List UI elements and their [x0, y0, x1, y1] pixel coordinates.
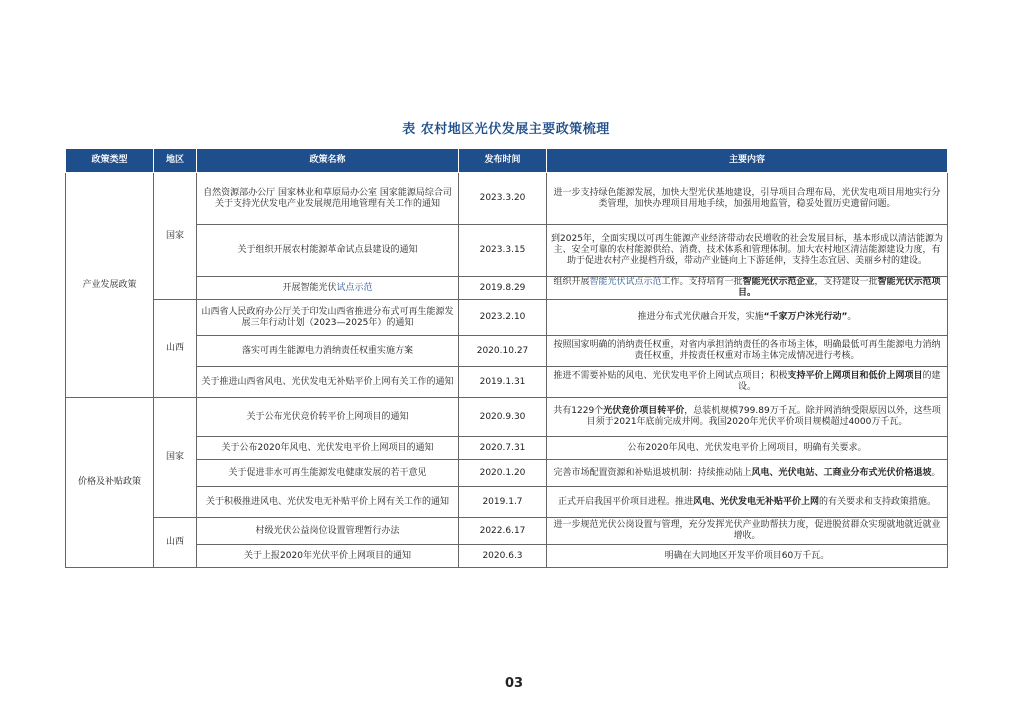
policy-type-cell: 产业发展政策: [66, 173, 154, 398]
publish-date-cell: 2019.1.31: [459, 367, 547, 398]
table-row: [66, 518, 948, 545]
main-content-cell: 明确在大同地区开发平价项目60万千瓦。: [547, 545, 948, 568]
header-main-content: 主要内容: [547, 149, 948, 173]
publish-date-cell: 2023.2.10: [459, 300, 547, 336]
policy-name-cell: 关于上报2020年光伏平价上网项目的通知: [197, 545, 459, 568]
main-content-cell: 推进不需要补贴的风电、光伏发电平价上网试点项目；积极支持平价上网项目和低价上网项目的建设。: [547, 367, 948, 398]
header-policy-name: 政策名称: [197, 149, 459, 173]
main-content-cell: 按照国家明确的消纳责任权重，对省内承担消纳责任的各市场主体，明确最低可再生能源电力消纳责任权重，并按责任权重对市场主体完成情况进行考核。: [547, 336, 948, 367]
region-cell: 山西: [154, 300, 197, 398]
publish-date-cell: 2023.3.15: [459, 225, 547, 277]
main-content-cell: 推进分布式光伏融合开发，实施“千家万户沐光行动”。: [547, 300, 948, 336]
policy-name-cell: 开展智能光伏试点示范: [197, 277, 459, 300]
highlight-text: 智能光伏试点示范: [589, 277, 662, 287]
region-cell: 国家: [154, 173, 197, 300]
policy-name-cell: 关于公布光伏竞价转平价上网项目的通知: [197, 398, 459, 437]
main-content-cell: 到2025年，全面实现以可再生能源产业经济带动农民增收的社会发展目标，基本形成以清洁能源为主、安全可靠的农村能源供给、消费、技术体系和管理体制。加大农村地区清洁能源建设力度，有助于促进农村产业提档升级，带动产业链向上下游延伸，支持生态宜居、美丽乡村的建设。: [547, 225, 948, 277]
bold-text: 支持平价上网项目和低价上网项目: [787, 371, 923, 381]
table-row: [66, 277, 948, 300]
table-row: [66, 398, 948, 437]
publish-date-cell: 2020.10.27: [459, 336, 547, 367]
table-title: 表 农村地区光伏发展主要政策梳理: [402, 122, 610, 137]
main-content-cell: 正式开启我国平价项目进程。推进风电、光伏发电无补贴平价上网的有关要求和支持政策措施。: [547, 487, 948, 518]
region-cell: 国家: [154, 398, 197, 518]
bold-text: 智能光伏示范项目。: [737, 277, 941, 298]
publish-date-cell: 2023.3.20: [459, 173, 547, 225]
main-content-cell: 公布2020年风电、光伏发电平价上网项目，明确有关要求。: [547, 437, 948, 460]
table-row: [66, 487, 948, 518]
policy-name-cell: 关于组织开展农村能源革命试点县建设的通知: [197, 225, 459, 277]
publish-date-cell: 2020.9.30: [459, 398, 547, 437]
bold-text: “千家万户沐光行动”: [763, 312, 848, 322]
publish-date-cell: 2020.6.3: [459, 545, 547, 568]
table-row: [66, 225, 948, 277]
publish-date-cell: 2022.6.17: [459, 518, 547, 545]
table-row: [66, 173, 948, 225]
policy-table: [65, 148, 948, 568]
main-content-cell: 进一步规范光伏公岗设置与管理，充分发挥光伏产业助帮扶力度，促进脱贫群众实现就地就近就业增收。: [547, 518, 948, 545]
bold-text: 智能光伏示范企业: [742, 277, 815, 287]
bold-text: 风电、光伏电站、工商业分布式光伏价格退坡: [751, 467, 932, 478]
publish-date-cell: 2020.7.31: [459, 437, 547, 460]
main-content-cell: 进一步支持绿色能源发展，加快大型光伏基地建设，引导项目合理布局，光伏发电项目用地实行分类管理，加快办理项目用地手续，加强用地监管，稳妥处置历史遗留问题。: [547, 173, 948, 225]
table-row: [66, 367, 948, 398]
table-row: [66, 545, 948, 568]
policy-name-cell: 山西省人民政府办公厅关于印发山西省推进分布式可再生能源发展三年行动计划（2023—2025年）的通知: [197, 300, 459, 336]
header-policy-type: 政策类型: [66, 149, 154, 173]
highlight-text: 试点示范: [336, 282, 373, 293]
table-row: [66, 437, 948, 460]
main-content-cell: 共有1229个光伏竞价项目转平价，总装机规模799.89万千瓦。除并网消纳受限原因以外，这些项目须于2021年底前完成并网。我国2020年光伏平价项目规模超过4000万千瓦。: [547, 398, 948, 437]
main-content-cell: 完善市场配置资源和补贴退坡机制：持续推动陆上风电、光伏电站、工商业分布式光伏价格退坡。: [547, 460, 948, 487]
bold-text: 风电、光伏发电无补贴平价上网: [692, 496, 819, 507]
header-publish-date: 发布时间: [459, 149, 547, 173]
policy-name-cell: 关于公布2020年风电、光伏发电平价上网项目的通知: [197, 437, 459, 460]
table-row: [66, 460, 948, 487]
publish-date-cell: 2019.1.7: [459, 487, 547, 518]
policy-name-cell: 关于推进山西省风电、光伏发电无补贴平价上网有关工作的通知: [197, 367, 459, 398]
main-content-cell: 组织开展智能光伏试点示范工作。支持培育一批智能光伏示范企业，支持建设一批智能光伏示范项目。: [547, 277, 948, 300]
table-row: [66, 336, 948, 367]
bold-text: 光伏竞价项目转平价: [603, 406, 685, 416]
region-cell: 山西: [154, 518, 197, 568]
publish-date-cell: 2019.8.29: [459, 277, 547, 300]
policy-name-cell: 自然资源部办公厅 国家林业和草原局办公室 国家能源局综合司关于支持光伏发电产业发展规范用地管理有关工作的通知: [197, 173, 459, 225]
policy-type-cell: 价格及补贴政策: [66, 398, 154, 568]
page-number: 03: [504, 676, 524, 691]
policy-name-cell: 关于促进非水可再生能源发电健康发展的若干意见: [197, 460, 459, 487]
header-region: 地区: [154, 149, 197, 173]
policy-name-cell: 落实可再生能源电力消纳责任权重实施方案: [197, 336, 459, 367]
policy-name-cell: 村级光伏公益岗位设置管理暂行办法: [197, 518, 459, 545]
policy-name-cell: 关于积极推进风电、光伏发电无补贴平价上网有关工作的通知: [197, 487, 459, 518]
publish-date-cell: 2020.1.20: [459, 460, 547, 487]
table-row: [66, 300, 948, 336]
table-header-row: [66, 149, 948, 173]
